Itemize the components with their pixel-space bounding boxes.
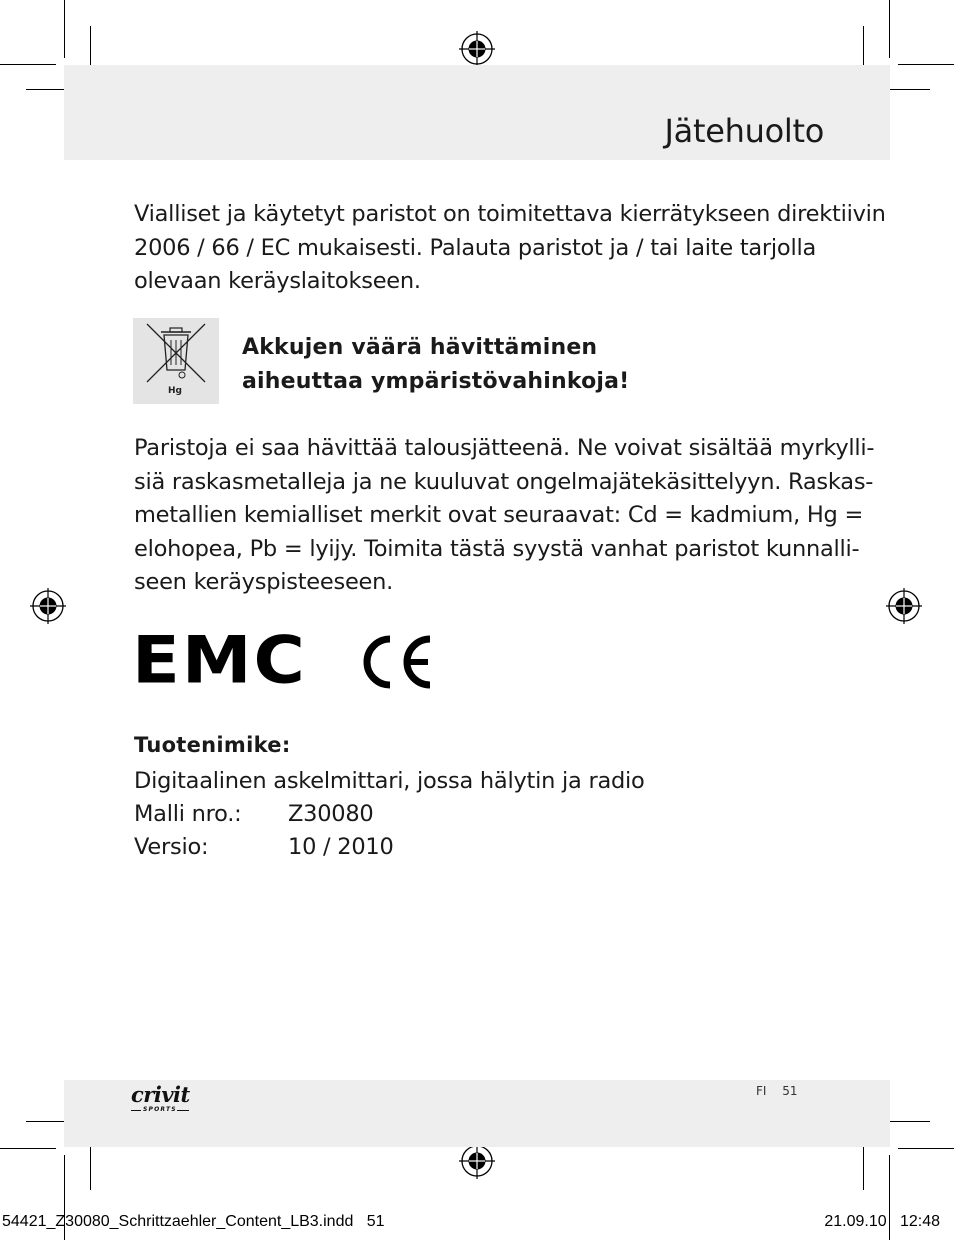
version-row xyxy=(134,834,394,860)
ce-mark-icon xyxy=(356,634,436,690)
model-row xyxy=(134,801,374,827)
text-line: metallien kemialliset merkit ovat seuraavat: Cd = kadmium, Hg = xyxy=(134,502,864,528)
text-line: elohopea, Pb = lyijy. Toimita tästä syystä vanhat paristot kunnalli- xyxy=(134,535,860,562)
text-line: Akkujen väärä hävittäminen xyxy=(242,335,598,360)
model-label: Malli nro.: xyxy=(134,801,242,827)
crop-mark xyxy=(863,1140,864,1190)
warning-heading xyxy=(242,331,629,398)
text-line: siä raskasmetalleja ja ne kuuluvat ongelmajätekäsittelyyn. Raskas- xyxy=(134,468,874,495)
crivit-logo xyxy=(131,1084,201,1114)
crop-mark xyxy=(90,1140,91,1190)
page-title: Jätehuolto xyxy=(664,112,824,150)
page-number-value: 51 xyxy=(782,1084,798,1098)
crop-mark xyxy=(0,1148,56,1149)
slug-filename: 54421_Z30080_Schrittzaehler_Content_LB3.indd 51 xyxy=(2,1213,385,1230)
crop-mark xyxy=(898,64,954,65)
crop-mark xyxy=(0,64,56,65)
version-label: Versio: xyxy=(134,834,209,860)
text-line: olevaan keräyslaitokseen. xyxy=(134,268,421,294)
text-line: 2006 / 66 / EC mukaisesti. Palauta paristot ja / tai laite tarjolla xyxy=(134,234,816,261)
crossed-bin-icon xyxy=(133,318,219,404)
crop-mark xyxy=(889,0,890,58)
crop-mark xyxy=(898,1148,954,1149)
page-number xyxy=(756,1084,798,1098)
text-line: Paristoja ei saa hävittää talousjätteenä. Ne voivat sisältää myrkylli- xyxy=(134,435,875,461)
product-label: Tuotenimike: xyxy=(134,733,291,757)
intro-paragraph xyxy=(134,198,886,299)
registration-mark-icon xyxy=(459,31,495,67)
brand-name: crivit xyxy=(131,1082,190,1107)
slug-datetime: 21.09.10 12:48 xyxy=(824,1213,940,1230)
crop-mark xyxy=(64,0,65,58)
version-value: 10 / 2010 xyxy=(288,834,394,860)
product-name: Digitaalinen askelmittari, jossa hälytin ja radio xyxy=(134,768,645,794)
model-value: Z30080 xyxy=(288,801,374,827)
registration-mark-icon xyxy=(886,588,922,624)
text-line: aiheuttaa ympäristövahinkoja! xyxy=(242,368,630,394)
text-line: seen keräyspisteeseen. xyxy=(134,569,394,595)
registration-mark-icon xyxy=(459,1143,495,1179)
emc-logo: EMC xyxy=(132,622,307,699)
language-code: FI xyxy=(756,1084,767,1098)
registration-mark-icon xyxy=(30,588,66,624)
body-paragraph xyxy=(134,432,875,600)
brand-sub: SPORTS xyxy=(143,1106,177,1113)
text-line: Vialliset ja käytetyt paristot on toimitettava kierrätykseen direktiivin xyxy=(134,201,886,227)
hg-label: Hg xyxy=(168,386,182,396)
